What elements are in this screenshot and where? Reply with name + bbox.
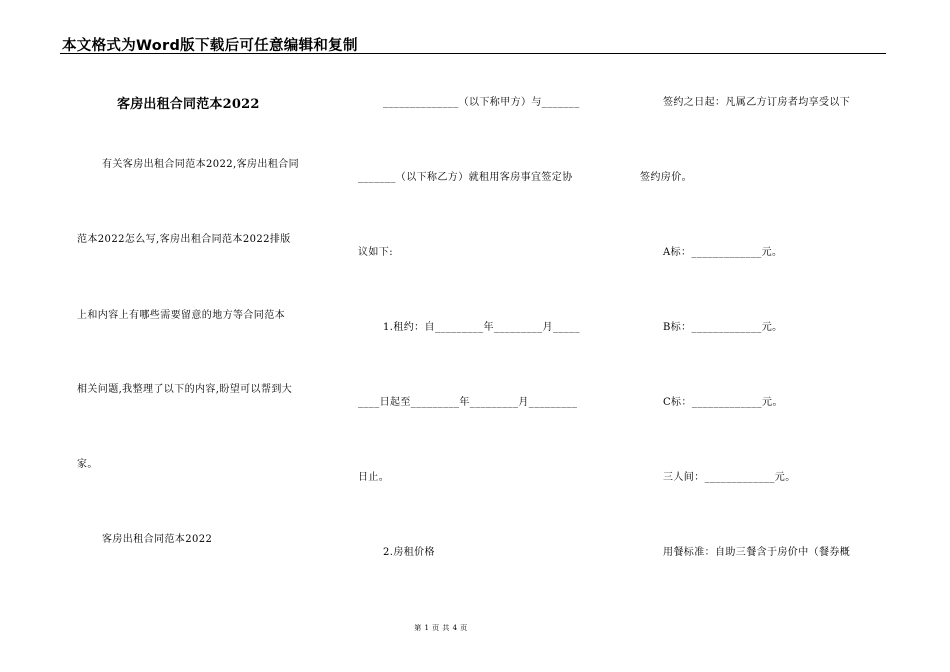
text-line: 相关问题,我整理了以下的内容,盼望可以帮到大 (77, 384, 293, 395)
header-divider (60, 53, 886, 54)
text-line: 家。 (77, 459, 98, 470)
document-title: 客房出租合同范本2022 (117, 97, 260, 112)
text-line: ____日起至_________年_________月_________ (358, 397, 578, 408)
document-banner: 本文格式为Word版下载后可任意编辑和复制 (62, 38, 358, 54)
text-line: 签约之日起：凡属乙方订房者均享受以下 (663, 97, 851, 108)
text-line: C标：_____________元。 (663, 397, 783, 408)
text-line: _______（以下称乙方）就租用客房事宜签定协 (358, 172, 573, 183)
section-heading: 客房出租合同范本2022 (102, 534, 213, 545)
text-line: 有关客房出租合同范本2022,客房出租合同 (102, 159, 300, 170)
text-line: 日止。 (358, 472, 390, 483)
text-line: 范本2022怎么写,客房出租合同范本2022排版 (77, 234, 291, 245)
page-indicator: 第 1 页 共 4 页 (414, 624, 468, 632)
text-line: 1.租约：自_________年_________月_____ (383, 322, 580, 333)
text-line: 三人间：_____________元。 (663, 472, 796, 483)
text-line: A标：_____________元。 (663, 247, 783, 258)
text-line: B标：_____________元。 (663, 322, 783, 333)
section-heading: 2.房租价格 (383, 547, 435, 558)
text-line: 用餐标准：自助三餐含于房价中（餐券概 (663, 547, 851, 558)
text-line: 上和内容上有哪些需要留意的地方等合同范本 (77, 310, 285, 321)
text-line: 议如下: (358, 247, 393, 258)
text-line: 签约房价。 (640, 172, 692, 183)
text-line: ______________（以下称甲方）与_______ (383, 97, 580, 108)
